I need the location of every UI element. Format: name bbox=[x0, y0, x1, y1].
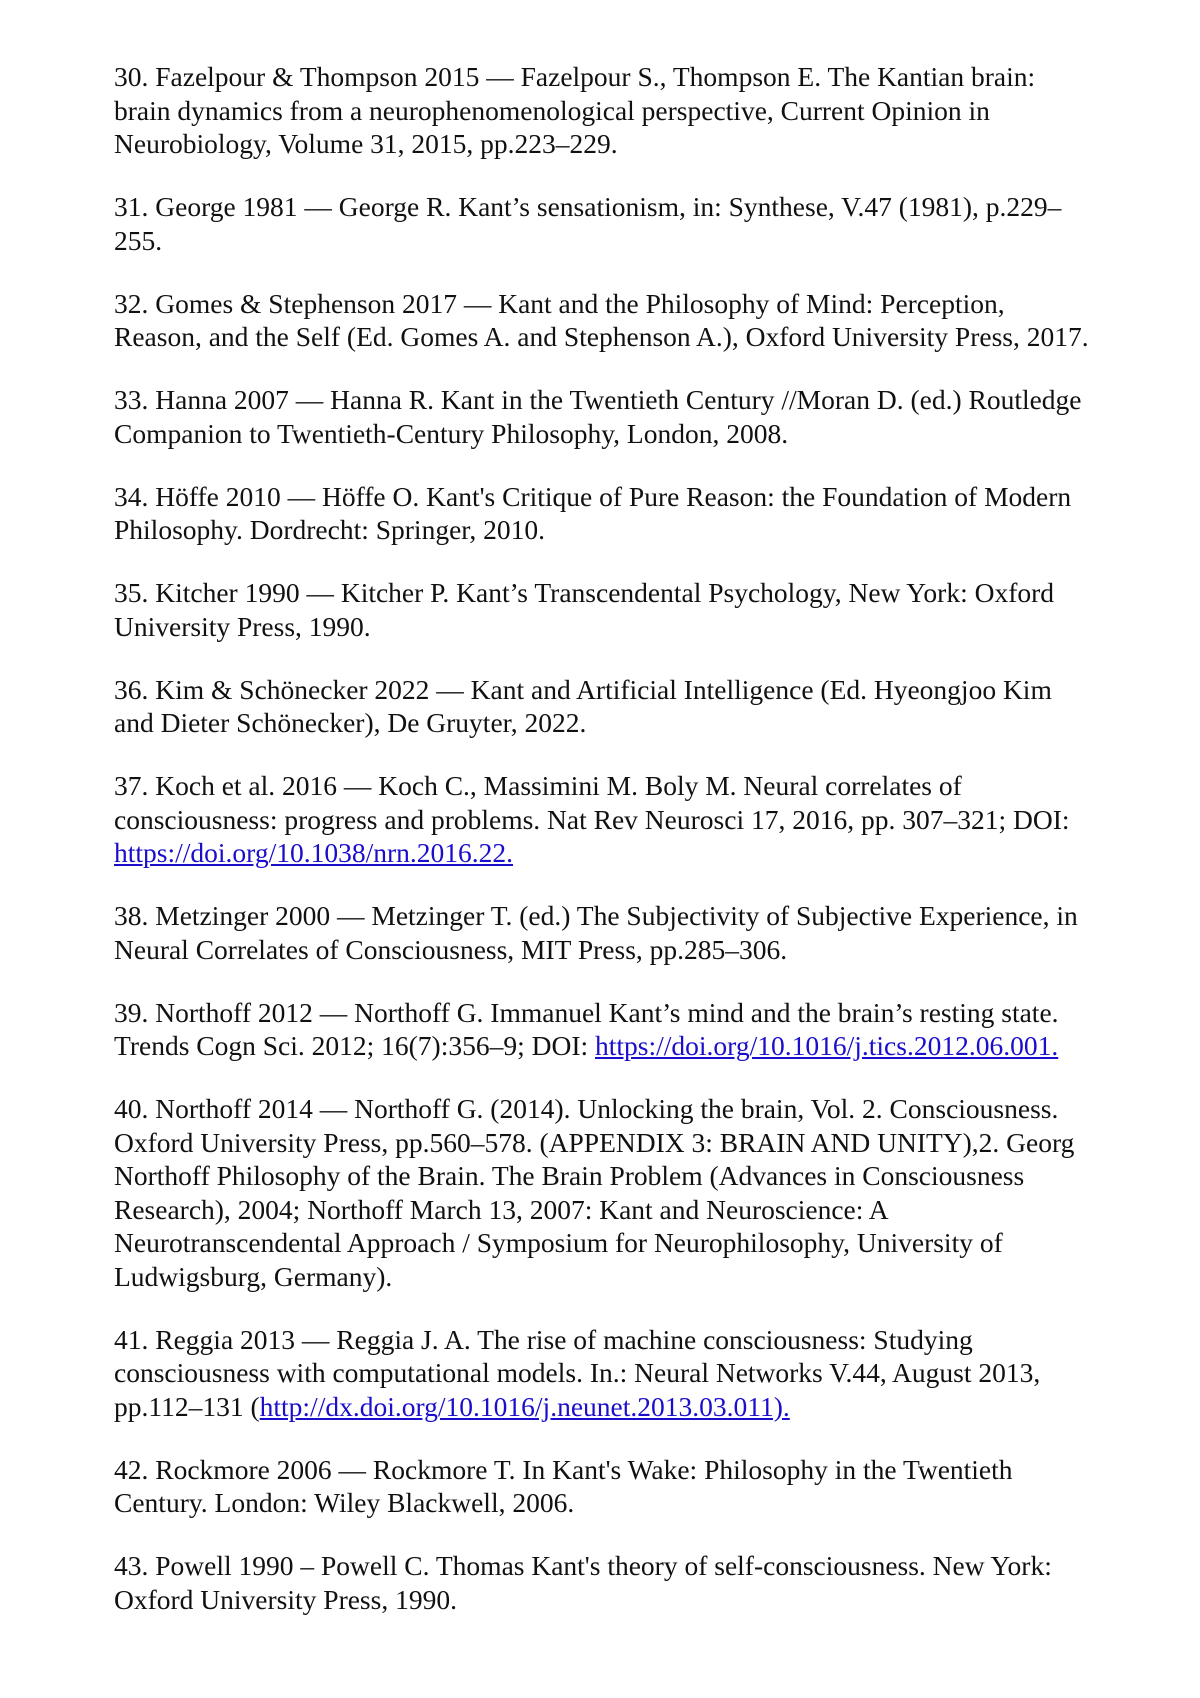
reference-line bbox=[114, 803, 1154, 837]
reference-text: and Dieter Schönecker), De Gruyter, 2022. bbox=[114, 707, 586, 738]
reference-text: 35. Kitcher 1990 — Kitcher P. Kant’s Transcendental Psychology, New York: Oxford bbox=[114, 577, 1054, 608]
reference-entry bbox=[114, 60, 1154, 161]
reference-line bbox=[114, 706, 1154, 740]
reference-text: Oxford University Press, pp.560–578. (APPENDIX 3: BRAIN AND UNITY),2. Georg bbox=[114, 1127, 1074, 1158]
reference-entry bbox=[114, 769, 1154, 870]
reference-line bbox=[114, 94, 1154, 128]
reference-text: Ludwigsburg, Germany). bbox=[114, 1261, 392, 1292]
reference-entry bbox=[114, 1323, 1154, 1424]
reference-text: University Press, 1990. bbox=[114, 611, 371, 642]
reference-text: Neural Correlates of Consciousness, MIT Press, pp.285–306. bbox=[114, 934, 787, 965]
reference-line bbox=[114, 1092, 1154, 1126]
reference-text: 36. Kim & Schönecker 2022 — Kant and Artificial Intelligence (Ed. Hyeongjoo Kim bbox=[114, 674, 1052, 705]
reference-line bbox=[114, 1356, 1154, 1390]
reference-text: pp.112–131 ( bbox=[114, 1391, 260, 1422]
reference-line bbox=[114, 836, 1154, 870]
reference-line bbox=[114, 673, 1154, 707]
reference-line bbox=[114, 1549, 1154, 1583]
reference-line bbox=[114, 610, 1154, 644]
reference-line bbox=[114, 417, 1154, 451]
reference-text: Northoff Philosophy of the Brain. The Brain Problem (Advances in Consciousness bbox=[114, 1160, 1024, 1191]
reference-text: Reason, and the Self (Ed. Gomes A. and Stephenson A.), Oxford University Press, 2017. bbox=[114, 321, 1089, 352]
reference-entry bbox=[114, 1092, 1154, 1293]
reference-text: 40. Northoff 2014 — Northoff G. (2014). Unlocking the brain, Vol. 2. Consciousness. bbox=[114, 1093, 1058, 1124]
reference-text: 255. bbox=[114, 225, 162, 256]
reference-text: Neurotranscendental Approach / Symposium for Neurophilosophy, University of bbox=[114, 1227, 1003, 1258]
doi-link[interactable]: http://dx.doi.org/10.1016/j.neunet.2013.03.011). bbox=[260, 1391, 790, 1422]
reference-entry bbox=[114, 1453, 1154, 1520]
reference-line bbox=[114, 1260, 1154, 1294]
reference-line bbox=[114, 513, 1154, 547]
reference-text: 31. George 1981 — George R. Kant’s sensationism, in: Synthese, V.47 (1981), p.229– bbox=[114, 191, 1061, 222]
reference-line bbox=[114, 320, 1154, 354]
reference-entry bbox=[114, 480, 1154, 547]
reference-text: Companion to Twentieth-Century Philosophy, London, 2008. bbox=[114, 418, 788, 449]
doi-link[interactable]: https://doi.org/10.1038/nrn.2016.22. bbox=[114, 837, 513, 868]
reference-line bbox=[114, 1583, 1154, 1617]
reference-text: Century. London: Wiley Blackwell, 2006. bbox=[114, 1487, 574, 1518]
reference-text: 43. Powell 1990 – Powell C. Thomas Kant's theory of self-consciousness. New York: bbox=[114, 1550, 1052, 1581]
reference-line bbox=[114, 576, 1154, 610]
reference-entry bbox=[114, 996, 1154, 1063]
reference-entry bbox=[114, 576, 1154, 643]
reference-text: 34. Höffe 2010 — Höffe O. Kant's Critique of Pure Reason: the Foundation of Modern bbox=[114, 481, 1071, 512]
reference-text: Research), 2004; Northoff March 13, 2007: Kant and Neuroscience: A bbox=[114, 1194, 889, 1225]
reference-entry bbox=[114, 899, 1154, 966]
reference-line bbox=[114, 996, 1154, 1030]
reference-line bbox=[114, 1126, 1154, 1160]
reference-line bbox=[114, 1453, 1154, 1487]
reference-text: 32. Gomes & Stephenson 2017 — Kant and the Philosophy of Mind: Perception, bbox=[114, 288, 1005, 319]
reference-text: Philosophy. Dordrecht: Springer, 2010. bbox=[114, 514, 545, 545]
reference-text: 30. Fazelpour & Thompson 2015 — Fazelpour S., Thompson E. The Kantian brain: bbox=[114, 61, 1035, 92]
reference-line bbox=[114, 1193, 1154, 1227]
reference-line bbox=[114, 480, 1154, 514]
reference-line bbox=[114, 60, 1154, 94]
reference-text: 38. Metzinger 2000 — Metzinger T. (ed.) The Subjectivity of Subjective Experience, in bbox=[114, 900, 1078, 931]
reference-line bbox=[114, 899, 1154, 933]
reference-line bbox=[114, 933, 1154, 967]
reference-entry bbox=[114, 1549, 1154, 1616]
reference-line bbox=[114, 383, 1154, 417]
reference-line bbox=[114, 127, 1154, 161]
reference-entry bbox=[114, 190, 1154, 257]
reference-entry bbox=[114, 383, 1154, 450]
reference-text: 42. Rockmore 2006 — Rockmore T. In Kant's Wake: Philosophy in the Twentieth bbox=[114, 1454, 1013, 1485]
reference-text: 39. Northoff 2012 — Northoff G. Immanuel Kant’s mind and the brain’s resting state. bbox=[114, 997, 1059, 1028]
reference-line bbox=[114, 1323, 1154, 1357]
reference-line bbox=[114, 1226, 1154, 1260]
reference-text: 37. Koch et al. 2016 — Koch C., Massimini M. Boly M. Neural correlates of bbox=[114, 770, 962, 801]
reference-line bbox=[114, 224, 1154, 258]
reference-text: consciousness: progress and problems. Nat Rev Neurosci 17, 2016, pp. 307–321; DOI: bbox=[114, 804, 1070, 835]
reference-list bbox=[114, 60, 1154, 1646]
doi-link[interactable]: https://doi.org/10.1016/j.tics.2012.06.001. bbox=[595, 1030, 1058, 1061]
reference-line bbox=[114, 1159, 1154, 1193]
reference-entry bbox=[114, 287, 1154, 354]
reference-text: consciousness with computational models. In.: Neural Networks V.44, August 2013, bbox=[114, 1357, 1040, 1388]
reference-text: 33. Hanna 2007 — Hanna R. Kant in the Twentieth Century //Moran D. (ed.) Routledge bbox=[114, 384, 1082, 415]
reference-text: brain dynamics from a neurophenomenological perspective, Current Opinion in bbox=[114, 95, 990, 126]
reference-text: Trends Cogn Sci. 2012; 16(7):356–9; DOI: bbox=[114, 1030, 595, 1061]
reference-text: 41. Reggia 2013 — Reggia J. A. The rise of machine consciousness: Studying bbox=[114, 1324, 973, 1355]
reference-line bbox=[114, 1390, 1154, 1424]
reference-line bbox=[114, 769, 1154, 803]
reference-line bbox=[114, 287, 1154, 321]
reference-entry bbox=[114, 673, 1154, 740]
reference-line bbox=[114, 1486, 1154, 1520]
reference-text: Oxford University Press, 1990. bbox=[114, 1584, 457, 1615]
reference-text: Neurobiology, Volume 31, 2015, pp.223–229. bbox=[114, 128, 618, 159]
reference-line bbox=[114, 1029, 1154, 1063]
reference-line bbox=[114, 190, 1154, 224]
